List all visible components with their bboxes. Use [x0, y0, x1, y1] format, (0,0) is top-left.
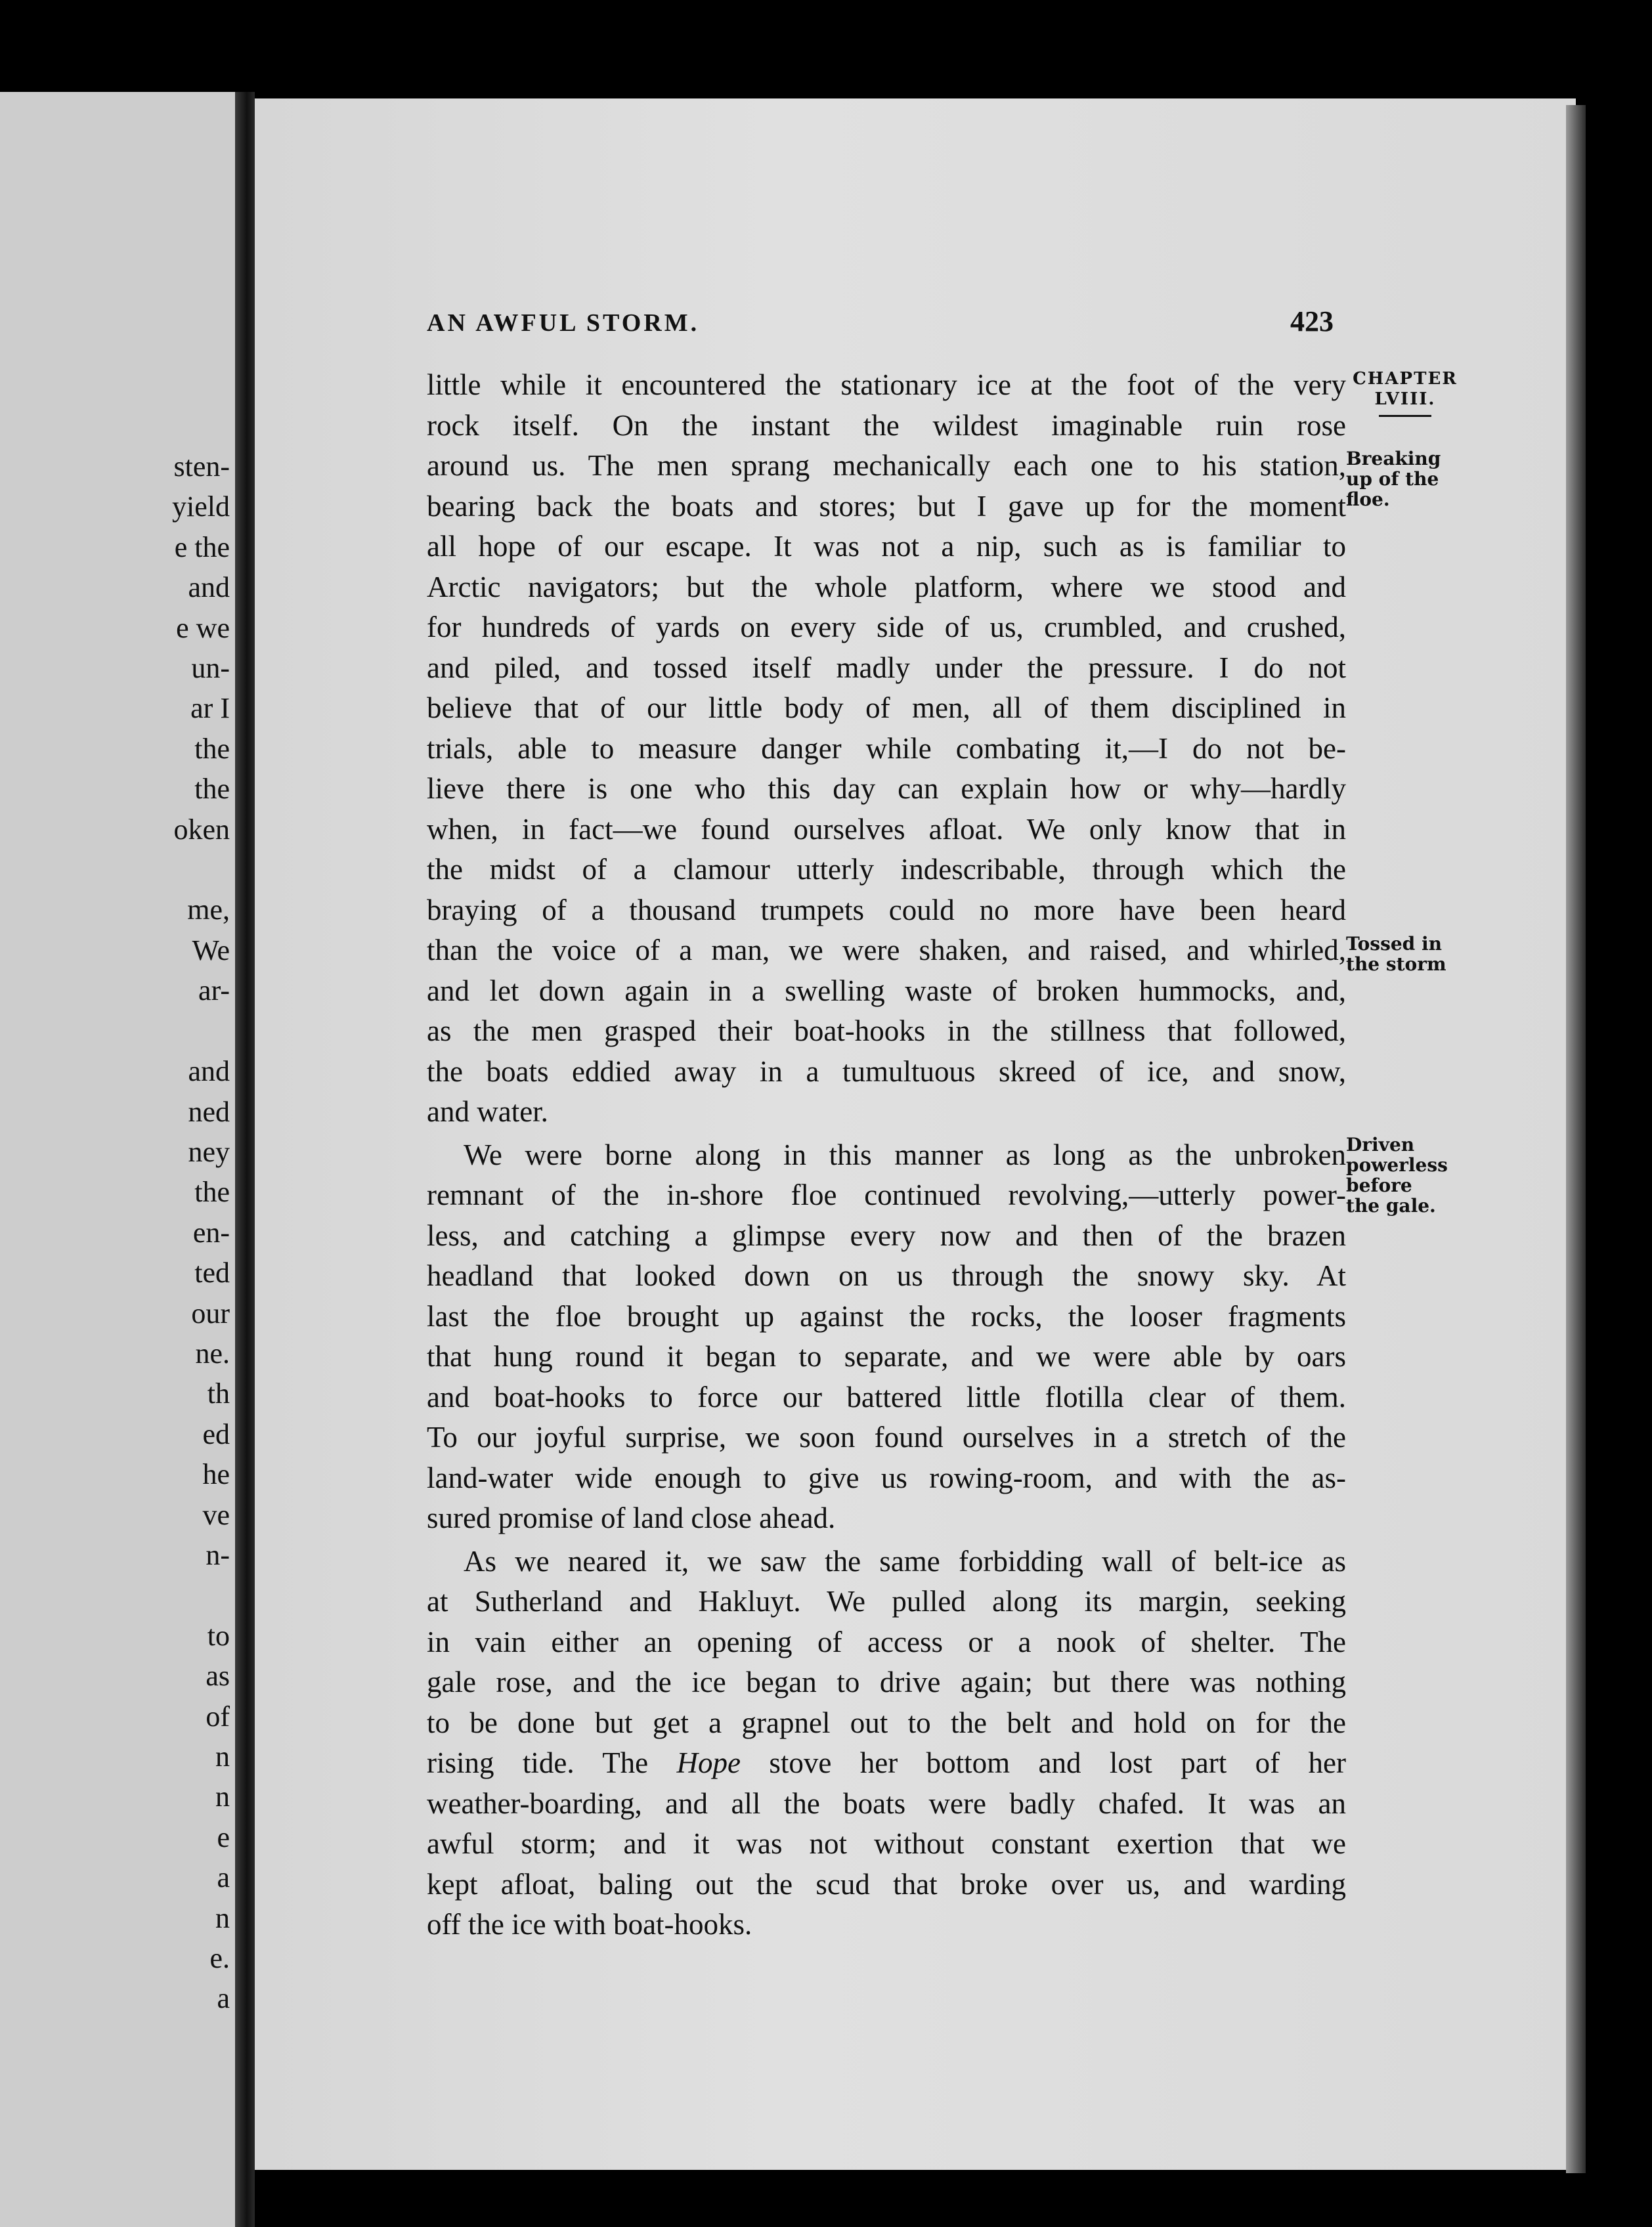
text-line: to be done but get a grapnel out to the belt and hold on for the	[427, 1706, 1346, 1739]
margin-note-line: Breaking	[1346, 448, 1441, 469]
body-text	[427, 365, 1346, 1945]
left-fragment-line	[0, 1575, 230, 1615]
left-fragment-line: the	[194, 732, 230, 765]
left-fragment-line: We	[192, 934, 230, 966]
right-page-edge-shadow	[1566, 105, 1586, 2173]
left-fragment-line: and	[188, 1055, 230, 1088]
text-line: and boat-hooks to force our battered little flotilla clear of them.	[427, 1380, 1346, 1414]
left-fragment-line: our	[191, 1297, 230, 1330]
left-fragment-line: the	[194, 773, 230, 806]
margin-note-line: up of the	[1346, 468, 1439, 490]
left-fragment-line: th	[207, 1377, 230, 1410]
text-line: awful storm; and it was not without constant exertion that we	[427, 1827, 1346, 1860]
text-line: rock itself. On the instant the wildest imaginable ruin rose	[427, 408, 1346, 442]
text-line: all hope of our escape. It was not a nip, such as is familiar to	[427, 530, 1346, 563]
text-line: rising tide. The Hope stove her bottom and lost part of her	[427, 1746, 1346, 1779]
text-line: Arctic navigators; but the whole platform, where we stood and	[427, 570, 1346, 603]
text-line: remnant of the in-shore floe continued revolving,—utterly power-	[427, 1178, 1346, 1211]
text-line: when, in fact—we found ourselves afloat. We only know that in	[427, 812, 1346, 846]
left-fragment-line: to	[207, 1619, 230, 1652]
left-fragment-line: e we	[176, 611, 230, 644]
chapter-number: LVIII.	[1374, 389, 1436, 409]
text-line: and piled, and tossed itself madly under the pressure. I do not	[427, 651, 1346, 684]
text-line: believe that of our little body of men, all of them disciplined in	[427, 691, 1346, 724]
text-line: As we neared it, we saw the same forbidding wall of belt-ice as	[464, 1544, 1346, 1578]
left-fragment-line: en-	[192, 1216, 230, 1249]
left-fragment-line: ed	[202, 1417, 230, 1450]
text-line: as the men grasped their boat-hooks in the stillness that followed,	[427, 1014, 1346, 1047]
text-line: We were borne along in this manner as long as the unbroken	[464, 1138, 1346, 1171]
text-line: weather-boarding, and all the boats were badly chafed. It was an	[427, 1786, 1346, 1820]
left-fragment-line: ney	[188, 1135, 230, 1168]
text-line: in vain either an opening of access or a nook of shelter. The	[427, 1625, 1346, 1658]
paragraph	[427, 1542, 1346, 1945]
text-line: at Sutherland and Hakluyt. We pulled along its margin, seeking	[427, 1585, 1346, 1618]
text-line: braying of a thousand trumpets could no more have been heard	[427, 893, 1346, 926]
margin-note-line: floe.	[1346, 488, 1390, 510]
margin-note-line: the storm	[1346, 953, 1446, 975]
margin-note-chapter	[1346, 369, 1464, 417]
left-fragment-line: e	[217, 1821, 230, 1853]
page-number: 423	[1290, 305, 1334, 337]
margin-note-driven-gale	[1346, 1135, 1464, 1216]
margin-note-line: before	[1346, 1175, 1412, 1196]
left-fragment-line: ar I	[190, 692, 230, 725]
text-line: for hundreds of yards on every side of us, crumbled, and crushed,	[427, 611, 1346, 643]
text-line: To our joyful surprise, we soon found ourselves in a stretch of the	[427, 1421, 1346, 1454]
book-gutter	[235, 92, 255, 2227]
left-fragment-line: and	[188, 571, 230, 604]
text-line: land-water wide enough to give us rowing-room, and with the as-	[427, 1461, 1346, 1494]
text-line: trials, able to measure danger while combating it,—I do not be-	[427, 731, 1346, 765]
text-line: sured promise of land close ahead.	[427, 1502, 836, 1534]
left-fragment-line: e the	[174, 530, 230, 563]
left-fragment-line: sten-	[173, 450, 230, 483]
margin-note-line: the gale.	[1346, 1195, 1436, 1217]
left-fragment-line: ne.	[195, 1337, 230, 1370]
left-fragment-line: me,	[187, 894, 230, 926]
left-page-edge	[0, 92, 235, 2227]
left-fragment-line: as	[206, 1660, 230, 1693]
running-head: AN AWFUL STORM.	[427, 309, 700, 337]
left-fragment-line: ve	[202, 1498, 230, 1531]
left-fragment-line: of	[206, 1700, 230, 1733]
margin-note-line: Driven	[1346, 1134, 1415, 1156]
left-fragment-line: oken	[173, 813, 230, 846]
margin-note-line: powerless	[1346, 1154, 1448, 1176]
left-fragment-line: n	[215, 1741, 230, 1773]
text-line: and water.	[427, 1095, 548, 1128]
left-fragment-line	[0, 1011, 230, 1051]
left-fragment-line: n	[215, 1901, 230, 1934]
text-line: around us. The men sprang mechanically each one to his station,	[427, 449, 1346, 482]
paragraph	[427, 1135, 1346, 1539]
text-line: than the voice of a man, we were shaken, and raised, and whirled,	[427, 934, 1346, 966]
margin-note-breaking-floe	[1346, 448, 1464, 509]
left-fragment-line: un-	[191, 652, 230, 685]
text-line: lieve there is one who this day can explain how or why—hardly	[427, 772, 1346, 805]
text-line: last the floe brought up against the rocks, the looser fragments	[427, 1299, 1346, 1333]
left-fragment-line: a	[217, 1982, 230, 2015]
text-line: that hung round it began to separate, and we were able by oars	[427, 1340, 1346, 1373]
left-fragment-line: ned	[188, 1095, 230, 1128]
left-fragment-line: yield	[172, 490, 230, 523]
left-fragment-line: ar-	[198, 974, 230, 1007]
text-line: little while it encountered the stationary ice at the foot of the very	[427, 368, 1346, 401]
left-fragment-line: he	[202, 1458, 230, 1491]
left-page-text-fragments	[0, 446, 230, 2019]
left-fragment-line: ted	[194, 1257, 230, 1289]
left-fragment-line: a	[217, 1861, 230, 1894]
paragraph	[427, 365, 1346, 1133]
margin-note-tossed-storm	[1346, 934, 1464, 974]
text-line: off the ice with boat-hooks.	[427, 1908, 752, 1941]
chapter-rule	[1379, 415, 1431, 417]
text-line: kept afloat, baling out the scud that broke over us, and warding	[427, 1867, 1346, 1901]
left-fragment-line: the	[194, 1176, 230, 1209]
left-fragment-line: e.	[209, 1942, 230, 1975]
margin-note-line: Tossed in	[1346, 933, 1442, 955]
left-fragment-line: n-	[206, 1538, 230, 1571]
left-fragment-line	[0, 850, 230, 890]
text-line: less, and catching a glimpse every now and then of the brazen	[427, 1219, 1346, 1252]
text-line: bearing back the boats and stores; but I gave up for the moment	[427, 489, 1346, 523]
text-line: headland that looked down on us through the snowy sky. At	[427, 1259, 1346, 1292]
left-fragment-line: n	[215, 1781, 230, 1813]
text-line: gale rose, and the ice began to drive again; but there was nothing	[427, 1666, 1346, 1698]
text-line: the midst of a clamour utterly indescribable, through which the	[427, 853, 1346, 886]
text-line: the boats eddied away in a tumultuous skreed of ice, and snow,	[427, 1054, 1346, 1088]
text-line: and let down again in a swelling waste of broken hummocks, and,	[427, 974, 1346, 1007]
chapter-label: CHAPTER	[1353, 369, 1458, 389]
